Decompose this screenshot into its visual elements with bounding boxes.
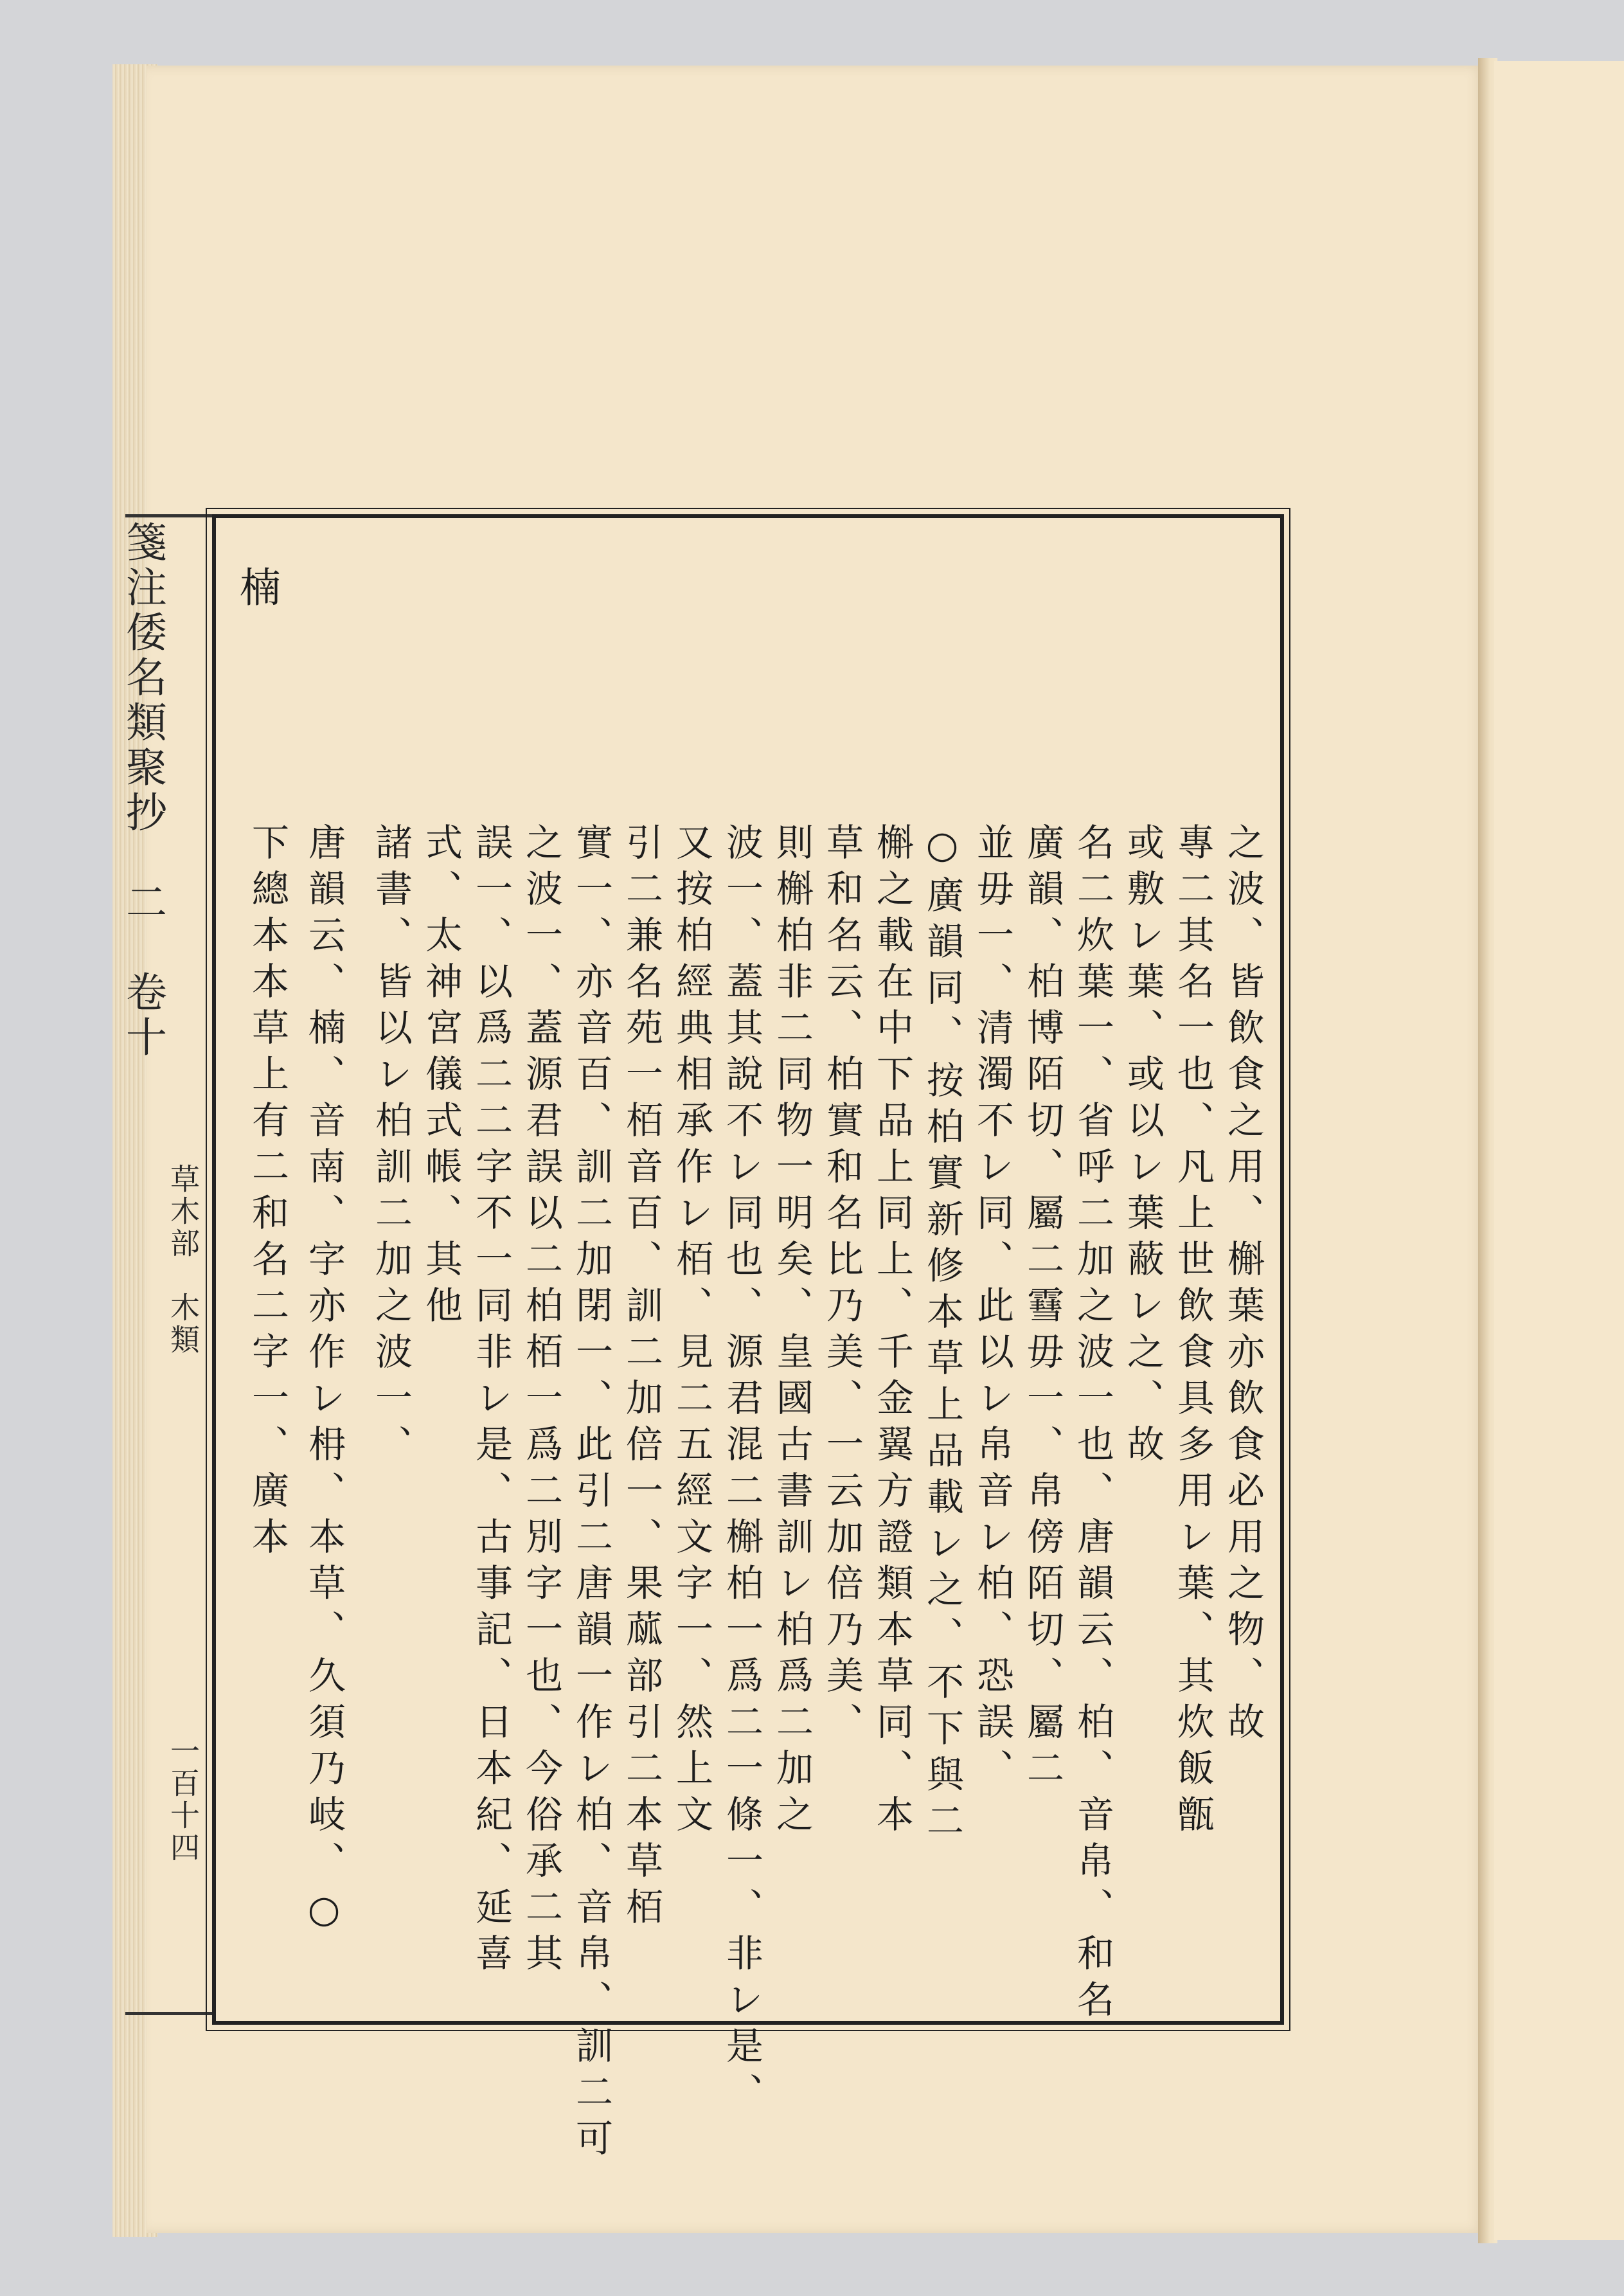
text-body — [222, 527, 1276, 2165]
text-column: 專二其名一也、凡上世飲食具多用レ葉、其炊飯甑 — [1171, 823, 1215, 1841]
text-column: 草和名云、柏實和名比乃美、一云加倍乃美、 — [820, 823, 864, 1748]
book-title: 箋注倭名類聚抄 二 卷十 — [119, 521, 166, 1061]
text-column: 並毋一、清濁不レ同、此以レ帛音レ柏、恐誤、 — [970, 823, 1014, 1795]
text-column: 名二炊葉一、省呼二加之波一也、唐韻云、柏、音帛、和名 — [1071, 823, 1114, 2026]
text-column: 誤一、以爲二二字不一同非レ是、古事記、日本紀、延喜 — [469, 823, 513, 1980]
margin-rule-bottom — [125, 2012, 215, 2015]
margin-rule-top — [125, 514, 215, 517]
text-column: 則槲柏非二同物一明矣、皇國古書訓レ柏爲二加之 — [770, 823, 814, 1841]
section-label: 草木部 木類 — [166, 1163, 201, 1356]
text-column: 之波、皆飲食之用、槲葉亦飲食必用之物、故 — [1221, 823, 1265, 1748]
text-column: 唐韻云、楠、音南、字亦作レ枏、本草、久須乃岐、○ — [302, 823, 346, 1940]
text-column: 或敷レ葉、或以レ葉蔽レ之、故 — [1121, 823, 1164, 1471]
text-column: ○廣韻同、按柏實新修本草上品載レ之、不下與二 — [920, 823, 964, 1847]
text-column: 槲之載在中下品上同上、千金翼方證類本草同、本 — [870, 823, 914, 1841]
text-column: 式、太神宮儀式帳、其他 — [419, 823, 463, 1332]
facing-page — [1494, 61, 1624, 2240]
text-column: 廣韻、柏博陌切、屬二䨮毋一、帛傍陌切、屬二 — [1021, 823, 1064, 1795]
text-column: 引二兼名苑一栢音百、訓二加倍一、果蓏部引二本草栢 — [620, 823, 663, 1933]
page-number: 一百十四 — [166, 1735, 201, 1864]
text-column: 諸書、皆以レ柏訓二加之波一、 — [369, 823, 413, 1471]
text-column: 之波一、蓋源君誤以二柏栢一爲二別字一也、今俗承二其 — [519, 823, 563, 1980]
text-column: 下總本本草上有二和名二字一、廣本 — [245, 823, 289, 1563]
text-column: 波一、蓋其說不レ同也、源君混二槲柏一爲二一條一、非レ是、 — [720, 823, 763, 2119]
text-column: 實一、亦音百、訓二加閉一、此引二唐韻一作レ柏、音帛、訓二可 — [569, 823, 613, 2165]
entry-heading: 楠 — [233, 566, 280, 616]
text-column: 又按柏經典相承作レ栢、見二五經文字一、然上文 — [670, 823, 713, 1841]
